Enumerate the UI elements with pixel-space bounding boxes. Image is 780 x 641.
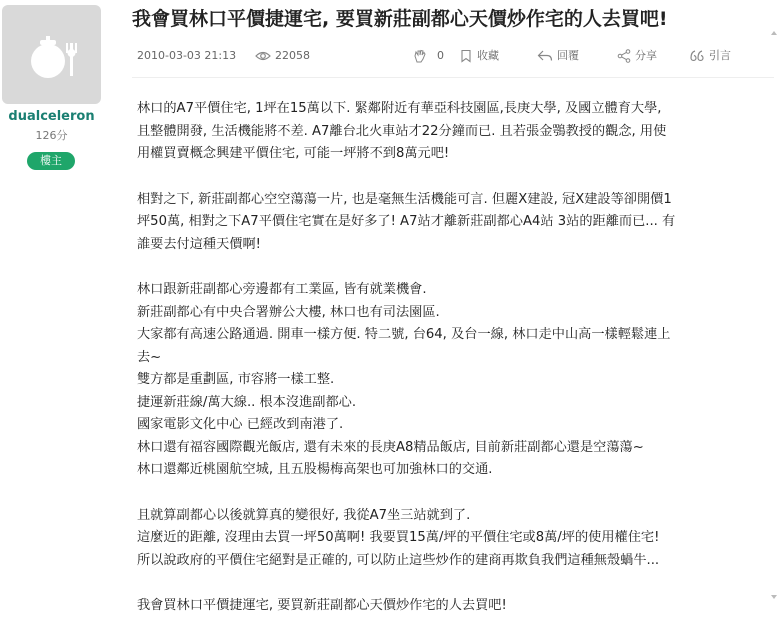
paragraph-1 bbox=[137, 98, 767, 166]
text-line: 新莊副都心有中央合署辦公大樓, 林口也有司法園區. bbox=[137, 304, 440, 320]
reply-button[interactable]: 回覆 bbox=[537, 46, 579, 66]
text-line: 林口還鄰近桃園航空城, 且五股楊梅高架也可加強林口的交通. bbox=[137, 462, 493, 477]
paragraph-4 bbox=[137, 505, 767, 573]
text-line: 林口還有福容國際觀光飯店, 還有未來的長庚A8精品飯店, 目前新莊副都心還是空蕩蕩~ bbox=[137, 439, 644, 455]
avatar[interactable] bbox=[2, 5, 101, 104]
share-icon bbox=[617, 49, 631, 63]
text-line: 大家都有高速公路通過. 開車一樣方便. 特二號, 台64, 及台一線, 林口走中山高一樣輕鬆連上 bbox=[137, 327, 671, 342]
text-line: 用權買賣概念興建平價住宅, 可能一坪將不到8萬元吧! bbox=[137, 146, 450, 161]
paragraph-5 bbox=[137, 595, 767, 618]
text-line: 雙方都是重劃區, 市容將一樣工整. bbox=[137, 372, 335, 387]
author-name[interactable]: dualceleron bbox=[8, 109, 95, 124]
text-line: 這麼近的距離, 沒理由去買一坪50萬啊! 我要買15萬/坪的平價住宅或8萬/坪的使用權住宅! bbox=[137, 530, 660, 545]
bookmark-icon bbox=[459, 49, 473, 63]
text-line: 國家電影文化中心 已經改到南港了. bbox=[137, 417, 344, 432]
share-button[interactable]: 分享 bbox=[617, 46, 657, 66]
scrollbar[interactable] bbox=[771, 30, 777, 600]
paragraph-3 bbox=[137, 279, 767, 482]
reply-icon bbox=[537, 49, 553, 63]
default-avatar-icon bbox=[2, 5, 101, 104]
text-line: 林口的A7平價住宅, 1坪在15萬以下. 緊鄰附近有華亞科技園區,長庚大學, 及國立體育大學, bbox=[137, 101, 662, 116]
text-line: 所以說政府的平價住宅絕對是正確的, 可以防止這些炒作的建商再欺負我們這種無殼蝸牛... bbox=[137, 552, 660, 568]
text-line: 相對之下, 新莊副都心空空蕩蕩一片, 也是毫無生活機能可言. 但麗X建設, 冠X建設等卻開價1 bbox=[137, 191, 672, 207]
like-button[interactable]: 0 bbox=[413, 46, 444, 66]
text-line: 且整體開發, 生活機能將不差. A7離台北火車站才22分鐘而已. 且若張金鶚教授的觀念, 用使 bbox=[137, 123, 667, 139]
eye-icon bbox=[255, 50, 271, 62]
scroll-arrows bbox=[771, 30, 777, 600]
post-body bbox=[137, 98, 767, 641]
text-line: 我會買林口平價捷運宅, 要買新莊副都心天價炒作宅的人去買吧! bbox=[137, 598, 507, 613]
view-count: 22058 bbox=[255, 46, 310, 66]
text-line: 且就算副都心以後就算真的變很好, 我從A7坐三站就到了. bbox=[137, 507, 471, 523]
original-poster-badge: 樓主 bbox=[27, 152, 75, 170]
text-line: 林口跟新莊副都心旁邊都有工業區, 皆有就業機會. bbox=[137, 282, 427, 297]
favorite-button[interactable]: 收藏 bbox=[459, 46, 499, 66]
text-line: 捷運新莊線/萬大線.. 根本沒進副都心. bbox=[137, 394, 357, 410]
text-line: 去~ bbox=[137, 349, 162, 365]
meta-divider bbox=[132, 77, 774, 78]
author-score: 126分 bbox=[35, 129, 68, 142]
post-title: 我會買林口平價捷運宅, 要買新莊副都心天價炒作宅的人去買吧! bbox=[132, 8, 668, 30]
post-meta-bar bbox=[137, 46, 773, 68]
clap-icon bbox=[413, 49, 427, 63]
text-line: 坪50萬, 相對之下A7平價住宅實在是好多了! A7站才離新莊副都心A4站 3站的距離而已... 有 bbox=[137, 214, 676, 229]
quote-icon bbox=[689, 49, 705, 63]
post-timestamp: 2010-03-03 21:13 bbox=[137, 49, 237, 62]
text-line: 誰要去付這種天價啊! bbox=[137, 236, 261, 252]
quote-button[interactable]: 引言 bbox=[689, 46, 731, 66]
paragraph-2 bbox=[137, 189, 767, 257]
